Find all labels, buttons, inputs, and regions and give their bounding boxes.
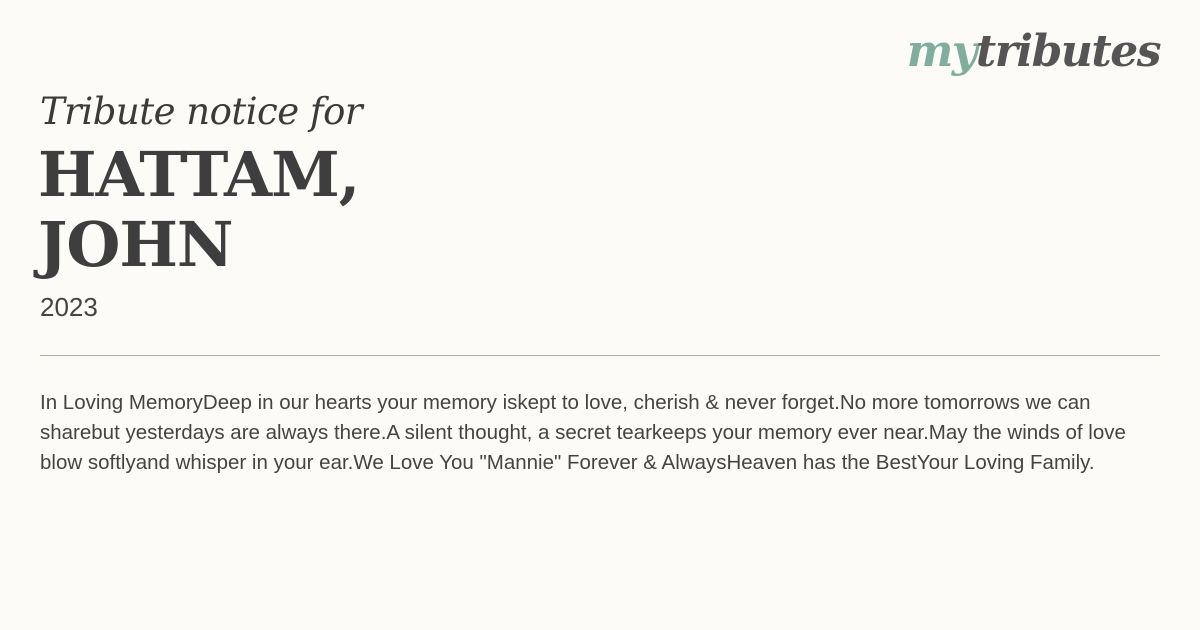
tribute-message: In Loving MemoryDeep in our hearts your memory iskept to love, cherish & never forget.No more tomorrows we can sharebut yesterdays are always there.A silent thought, a secret tearkeeps your memory ever near.May the winds of love blow softlyand whisper in your ear.We Love You "Mannie" Forever & AlwaysHeaven has the BestYour Loving Family. — [40, 391, 1126, 474]
mytributes-logo[interactable] — [906, 26, 1160, 77]
deceased-surname: HATTAM, — [38, 138, 360, 211]
logo-suffix: tributes — [975, 26, 1160, 77]
notice-year: 2023 — [40, 292, 98, 322]
notice-intro: Tribute notice for — [40, 90, 363, 133]
divider — [40, 355, 1160, 356]
deceased-given-name: JOHN — [38, 208, 233, 281]
logo-prefix: my — [906, 26, 976, 77]
deceased-name — [38, 140, 359, 280]
